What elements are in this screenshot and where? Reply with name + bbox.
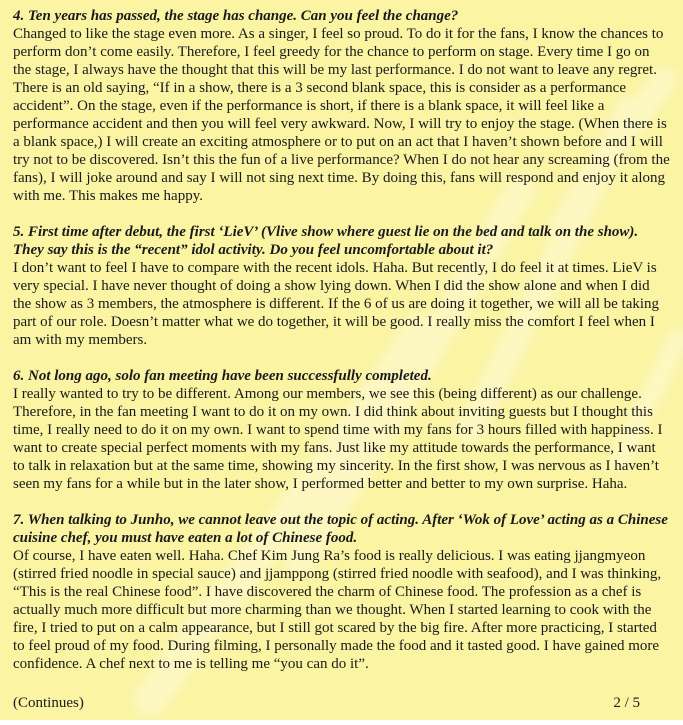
qa-section-4 xyxy=(13,7,670,205)
page-footer xyxy=(13,694,683,712)
qa-section-5 xyxy=(13,223,670,349)
continues-label: (Continues) xyxy=(13,695,84,711)
question-5-heading: 5. First time after debut, the first ‘LieV’ (Vlive show where guest lie on the bed and talk on the show). They say this is the “recent” idol activity. Do you feel uncomfortable about it? xyxy=(13,224,639,258)
page-number: 2 / 5 xyxy=(613,695,640,711)
qa-section-6 xyxy=(13,367,670,493)
question-4-heading: 4. Ten years has passed, the stage has change. Can you feel the change? xyxy=(13,8,459,24)
answer-4-text: Changed to like the stage even more. As a singer, I feel so proud. To do it for the fans, I know the chances to perform don’t come easily. Therefore, I feel greedy for the chance to perform on stage. Every time I go on the stage, I always have the thought that this will be my last performance. I do not want to leave any regret. There is an old saying, “If in a show, there is a 3 second blank space, this is consider as a performance accident”. On the stage, even if the performance is short, if there is a blank space, it will feel like a performance accident and then you will feel very awkward. Now, I will try to enjoy the stage. (When there is a blank space,) I will create an exciting atmosphere or to put on an act that I haven’t shown before and I will try not to be discovered. Isn’t this the fun of a live performance? When I do not hear any screaming (from the fans), I will joke around and say I will not sing next time. By doing this, fans will respond and enjoy it along with me. This makes me happy. xyxy=(13,26,670,204)
answer-5-text: I don’t want to feel I have to compare with the recent idols. Haha. But recently, I do feel it at times. LieV is very special. I have never thought of doing a show lying down. When I did the show alone and when I did the show as 3 members, the atmosphere is different. If the 6 of us are doing it together, we will all be taking part of our role. Doesn’t matter what we do together, it will be good. I really miss the comfort I feel when I am with my members. xyxy=(13,260,660,348)
qa-section-7 xyxy=(13,511,670,673)
question-7-heading: 7. When talking to Junho, we cannot leave out the topic of acting. After ‘Wok of Love’ acting as a Chinese cuisine chef, you must have eaten a lot of Chinese food. xyxy=(13,512,668,546)
answer-6-text: I really wanted to try to be different. Among our members, we see this (being different) as our challenge. Therefore, in the fan meeting I want to do it on my own. I did think about inviting guests but I thought this time, I really need to do it on my own. I want to spend time with my fans for 3 hours filled with happiness. I want to create special perfect moments with my fans. Just like my attitude towards the performance, I want to talk in relaxation but at the same time, showing my sincerity. In the first show, I was nervous as I haven’t seen my fans for a while but in the later show, I performed better and better to my own surprise. Haha. xyxy=(13,386,663,492)
question-6-heading: 6. Not long ago, solo fan meeting have been successfully completed. xyxy=(13,368,432,384)
answer-7-text: Of course, I have eaten well. Haha. Chef Kim Jung Ra’s food is really delicious. I was eating jjangmyeon (stirred fried noodle in special sauce) and jjamppong (stirred fried noodle with seafood), and I was thinking, “This is the real Chinese food”. I have discovered the charm of Chinese food. The profession as a chef is actually much more difficult but more charming than we thought. When I started learning to cook with the fire, I tried to put on a calm appearance, but I still got scared by the big fire. After more practicing, I started to feel proud of my food. During filming, I personally made the food and it tasted good. I have gained more confidence. A chef next to me is telling me “you can do it”. xyxy=(13,548,662,672)
